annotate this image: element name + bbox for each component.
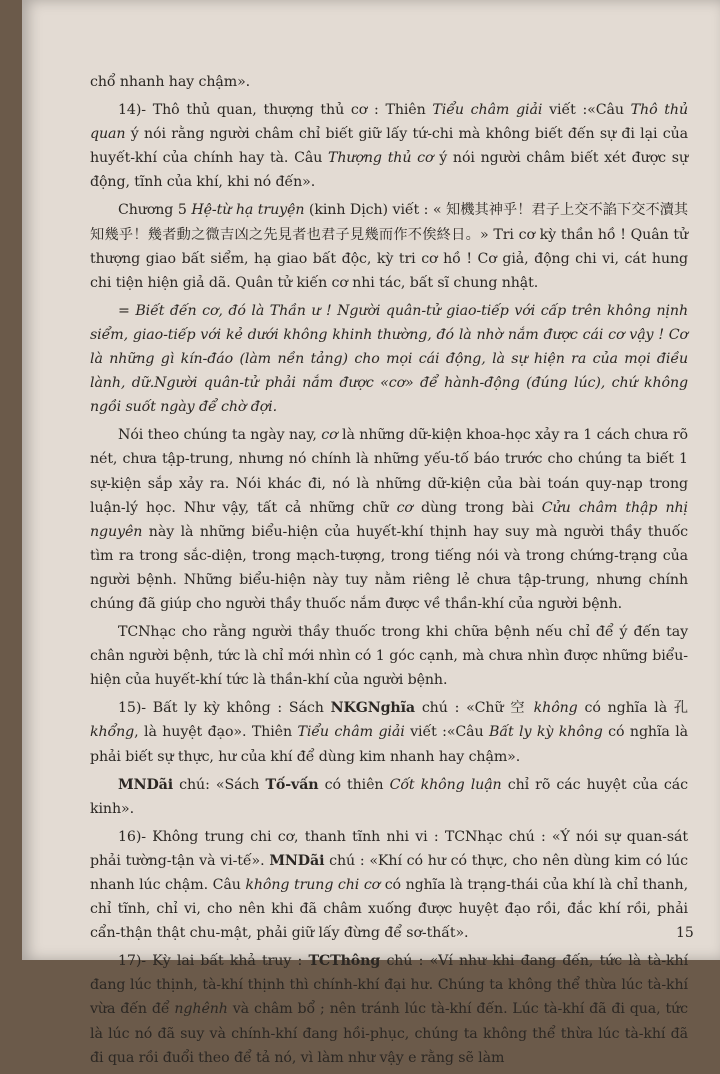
book-page: [22, 0, 720, 1066]
paragraph-translation: = Biết đến cơ, đó là Thần ư ! Người quân-tử giao-tiếp với cấp trên không nịnh siểm, giao-tiếp với kẻ dưới không khinh thường, đó là nhờ nắm được cái cơ vậy ! Cơ là những gì kín-đáo (làm nền tảng) cho mọi cái động, là sự hiện ra của mọi điều lành, dữ.Người quân-tử phải nắm được «cơ» để hành-động (đúng lúc), chứ không ngồi suốt ngày để chờ đợi.: [90, 302, 688, 416]
page-number: 15: [676, 925, 694, 941]
paragraph-co-explained: Nói theo chúng ta ngày nay, cơ là những dữ-kiện khoa-học xảy ra 1 cách chưa rõ nét, chưa tập-trung, nhưng nó chính là những yếu-tố báo trước cho chúng ta biết 1 sự-kiện sắp xảy ra. Nói khác đi, nó là những dữ-kiện của bài toán quy-nạp trong luận-lý học. Như vậy, tất cả những chữ cơ dùng trong bài Cửu châm thập nhị nguyên này là những biểu-hiện của huyết-khí thịnh hay suy mà người thầy thuốc tìm ra trong sắc-diện, trong mạch-tượng, trong tiếng nói và trong chứng-trạng của người bệnh. Những biểu-hiện này tuy nằm riêng lẻ chưa tập-trung, nhưng chính chúng đã giúp cho người thầy thuốc nắm được về thần-khí của người bệnh.: [90, 427, 688, 612]
paragraph-15: 15)- Bất ly kỳ không : Sách NKGNghĩa chú : «Chữ 空 không có nghĩa là 孔 khổng, là huyệt đạo». Thiên Tiểu châm giải viết :«Câu Bất ly kỳ không có nghĩa là phải biết sự thực, hư của khí để dùng kim nhanh hay chậm».: [90, 700, 689, 765]
paragraph-17: 17)- Kỳ lai bất khả truy : TCThông chú : «Ví như khi đang đến, tức là tà-khí đang lúc thịnh, tà-khí thịnh thì chính-khí đại hư. Chúng ta không thể thừa lúc tà-khí vừa đến để nghênh và châm bổ ; nên tránh lúc tà-khí đến. Lúc tà-khí đã đi qua, tức là lúc nó đã suy và chính-khí đang hồi-phục, chúng ta không thể thừa lúc tà-khí đã đi qua rồi đuổi theo để tả nó, vì làm như vậy e rằng sẽ làm: [90, 953, 689, 1066]
paragraph-tcnhac: TCNhạc cho rằng người thầy thuốc trong khi chữa bệnh nếu chỉ để ý đến tay chân người bệnh, tức là chỉ mới nhìn có 1 góc cạnh, mà chưa nhìn được những biểu-hiện của huyết-khí tức là thần-khí của người bệnh.: [90, 624, 688, 689]
paragraph-14: 14)- Thô thủ quan, thượng thủ cơ : Thiên Tiểu châm giải viết :«Câu Thô thủ quan ý nói rằng người châm chỉ biết giữ lấy tứ-chi mà không biết đến sự đi lại của huyết-khí của chính hay tà. Câu Thượng thủ cơ ý nói người châm biết xét được sự động, tĩnh của khí, khi nó đến».: [90, 102, 688, 191]
paragraph-1: chổ nhanh hay chậm».: [90, 74, 251, 90]
paragraph-he-tu: Chương 5 Hệ-từ hạ truyện (kinh Dịch) viết : « 知機其神乎！君子上交不諂下交不瀆其知幾乎！幾者動之微吉凶之先見者也君子見幾而作不俟終日。» Tri cơ kỳ thần hồ ! Quân tử thượng giao bất siểm, hạ giao bất độc, kỳ tri cơ hồ ! Cơ giả, động chi vi, cát hung chi tiện hiện giả dã. Quân tử kiến cơ nhi tác, bất sĩ chung nhật.: [90, 202, 689, 291]
paragraph-mndai: MNDãi chú: «Sách Tố-vấn có thiên Cốt không luận chỉ rõ các huyệt của các kinh».: [90, 776, 688, 817]
page-body: [90, 70, 688, 1074]
paragraph-16: 16)- Không trung chi cơ, thanh tĩnh nhi vi : TCNhạc chú : «Ý nói sự quan-sát phải tường-tận và vi-tế». MNDãi chú : «Khí có hư có thực, cho nên dùng kim có lúc nhanh lúc chậm. Câu không trung chi cơ có nghĩa là trạng-thái của khí là chỉ thanh, chỉ tĩnh, chỉ vi, cho nên khi đã châm xuống được huyệt đạo rồi, đắc khí rồi, phải cẩn-thận thật chu-mật, phải giữ lấy đừng để sơ-thất».: [90, 828, 688, 942]
